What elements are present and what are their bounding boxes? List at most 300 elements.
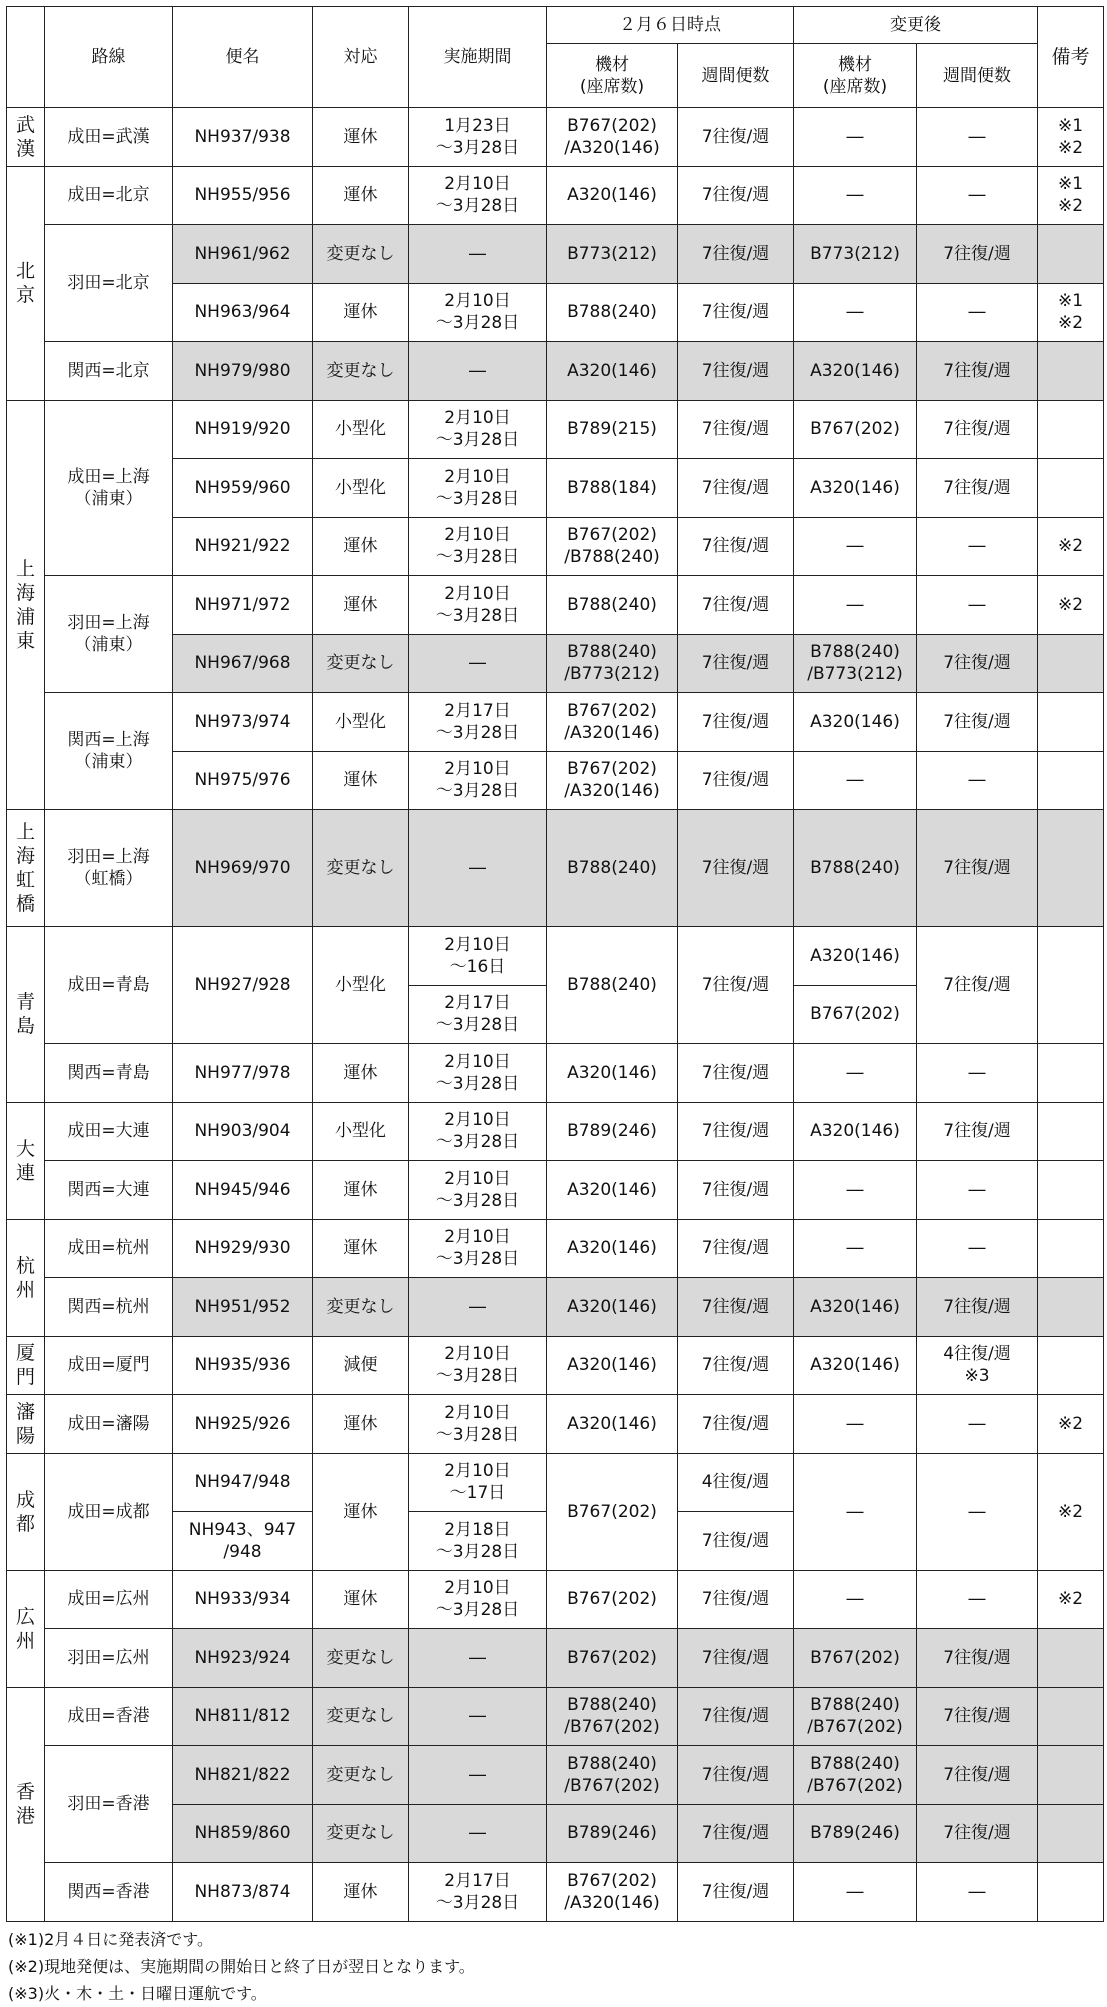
header-flight: 便名 xyxy=(173,7,313,108)
aircraft-before-cell: A320(146) xyxy=(547,1278,678,1337)
weekly-before-cell: 7往復/週 xyxy=(678,283,794,342)
flight-schedule-table xyxy=(6,6,1104,1922)
weekly-after-cell: ― xyxy=(917,1395,1038,1454)
flight-cell: NH943、947 /948 xyxy=(173,1512,313,1571)
remarks-cell xyxy=(1038,1687,1104,1746)
aircraft-after-cell: ― xyxy=(794,1395,917,1454)
route-cell: 成田=香港 xyxy=(45,1687,173,1746)
aircraft-after-cell: B767(202) xyxy=(794,400,917,459)
remarks-cell xyxy=(1038,693,1104,752)
period-cell: ― xyxy=(409,1804,547,1863)
action-cell: 減便 xyxy=(313,1336,409,1395)
route-cell: 成田=北京 xyxy=(45,166,173,225)
flight-cell: NH921/922 xyxy=(173,517,313,576)
action-cell: 運休 xyxy=(313,283,409,342)
weekly-after-cell: 7往復/週 xyxy=(917,1629,1038,1688)
weekly-after-cell: ― xyxy=(917,1044,1038,1103)
weekly-after-cell: ― xyxy=(917,1453,1038,1570)
weekly-before-cell: 7往復/週 xyxy=(678,1629,794,1688)
aircraft-after-cell: B788(240) xyxy=(794,810,917,927)
aircraft-before-cell: B767(202) /A320(146) xyxy=(547,751,678,810)
aircraft-after-cell: ― xyxy=(794,108,917,167)
aircraft-before-cell: A320(146) xyxy=(547,166,678,225)
aircraft-after-cell: A320(146) xyxy=(794,693,917,752)
action-cell: 変更なし xyxy=(313,1629,409,1688)
aircraft-before-cell: B767(202) /A320(146) xyxy=(547,693,678,752)
aircraft-after-cell: ― xyxy=(794,1219,917,1278)
city-cell: 上海浦東 xyxy=(7,400,45,810)
remarks-cell xyxy=(1038,1629,1104,1688)
action-cell: 小型化 xyxy=(313,459,409,518)
remarks-cell xyxy=(1038,927,1104,1044)
period-cell: 2月10日 ～3月28日 xyxy=(409,283,547,342)
header-route: 路線 xyxy=(45,7,173,108)
weekly-after-cell: ― xyxy=(917,1161,1038,1220)
weekly-after-cell: ― xyxy=(917,166,1038,225)
weekly-after-cell: 7往復/週 xyxy=(917,1804,1038,1863)
aircraft-before-cell: B767(202) xyxy=(547,1453,678,1570)
route-cell: 関西=杭州 xyxy=(45,1278,173,1337)
flight-cell: NH973/974 xyxy=(173,693,313,752)
action-cell: 運休 xyxy=(313,576,409,635)
remarks-cell: ※1 ※2 xyxy=(1038,283,1104,342)
aircraft-before-cell: B788(240) xyxy=(547,283,678,342)
period-cell: ― xyxy=(409,1746,547,1805)
remarks-cell: ※1 ※2 xyxy=(1038,108,1104,167)
route-cell: 成田=瀋陽 xyxy=(45,1395,173,1454)
flight-cell: NH961/962 xyxy=(173,225,313,284)
action-cell: 運休 xyxy=(313,1570,409,1629)
table-row xyxy=(7,342,1104,401)
weekly-after-cell: ― xyxy=(917,751,1038,810)
aircraft-before-cell: B767(202) /A320(146) xyxy=(547,108,678,167)
footnote-1: (※1)2月４日に発表済です。 xyxy=(8,1929,213,1949)
period-cell: 2月10日 ～3月28日 xyxy=(409,1395,547,1454)
action-cell: 変更なし xyxy=(313,810,409,927)
weekly-before-cell: 7往復/週 xyxy=(678,1219,794,1278)
weekly-before-cell: 7往復/週 xyxy=(678,1512,794,1571)
city-cell: 大連 xyxy=(7,1102,45,1219)
weekly-before-cell: 7往復/週 xyxy=(678,1746,794,1805)
aircraft-before-cell: B767(202) xyxy=(547,1629,678,1688)
weekly-after-cell: ― xyxy=(917,1570,1038,1629)
aircraft-after-cell: ― xyxy=(794,576,917,635)
action-cell: 変更なし xyxy=(313,1746,409,1805)
city-cell: 広州 xyxy=(7,1570,45,1687)
action-cell: 小型化 xyxy=(313,400,409,459)
aircraft-before-cell: B788(240) /B767(202) xyxy=(547,1746,678,1805)
header-weekly-after: 週間便数 xyxy=(917,44,1038,108)
action-cell: 運休 xyxy=(313,1863,409,1922)
route-cell: 関西=香港 xyxy=(45,1863,173,1922)
city-cell: 成都 xyxy=(7,1453,45,1570)
flight-cell: NH963/964 xyxy=(173,283,313,342)
action-cell: 運休 xyxy=(313,1161,409,1220)
table-row xyxy=(7,1161,1104,1220)
weekly-before-cell: 4往復/週 xyxy=(678,1453,794,1512)
header-remarks: 備考 xyxy=(1038,7,1104,108)
route-cell: 成田=上海 （浦東） xyxy=(45,400,173,576)
action-cell: 小型化 xyxy=(313,1102,409,1161)
city-cell: 厦門 xyxy=(7,1336,45,1395)
weekly-after-cell: ― xyxy=(917,576,1038,635)
remarks-cell xyxy=(1038,751,1104,810)
weekly-after-cell: 4往復/週 ※3 xyxy=(917,1336,1038,1395)
aircraft-after-cell: ― xyxy=(794,166,917,225)
table-row xyxy=(7,1102,1104,1161)
weekly-before-cell: 7往復/週 xyxy=(678,1687,794,1746)
table-row xyxy=(7,1629,1104,1688)
header-aircraft-before: 機材 (座席数) xyxy=(547,44,678,108)
city-cell: 香港 xyxy=(7,1687,45,1921)
weekly-before-cell: 7往復/週 xyxy=(678,342,794,401)
weekly-after-cell: 7往復/週 xyxy=(917,810,1038,927)
remarks-cell: ※1 ※2 xyxy=(1038,166,1104,225)
route-cell: 成田=厦門 xyxy=(45,1336,173,1395)
period-cell: ― xyxy=(409,810,547,927)
table-row xyxy=(7,1863,1104,1922)
weekly-before-cell: 7往復/週 xyxy=(678,927,794,1044)
period-cell: 2月10日 ～3月28日 xyxy=(409,400,547,459)
weekly-before-cell: 7往復/週 xyxy=(678,1161,794,1220)
weekly-after-cell: 7往復/週 xyxy=(917,1746,1038,1805)
remarks-cell xyxy=(1038,1336,1104,1395)
weekly-after-cell: ― xyxy=(917,1219,1038,1278)
period-cell: 2月10日 ～3月28日 xyxy=(409,1219,547,1278)
action-cell: 変更なし xyxy=(313,225,409,284)
route-cell: 成田=広州 xyxy=(45,1570,173,1629)
aircraft-after-cell: B788(240) /B767(202) xyxy=(794,1746,917,1805)
flight-cell: NH959/960 xyxy=(173,459,313,518)
aircraft-before-cell: B788(240) /B773(212) xyxy=(547,634,678,693)
weekly-before-cell: 7往復/週 xyxy=(678,1102,794,1161)
table-row xyxy=(7,1336,1104,1395)
weekly-after-cell: ― xyxy=(917,1863,1038,1922)
aircraft-before-cell: B788(240) xyxy=(547,810,678,927)
action-cell: 運休 xyxy=(313,1453,409,1570)
route-cell: 関西=北京 xyxy=(45,342,173,401)
route-cell: 成田=杭州 xyxy=(45,1219,173,1278)
period-cell: ― xyxy=(409,634,547,693)
aircraft-after-cell: A320(146) xyxy=(794,459,917,518)
route-cell: 関西=上海 （浦東） xyxy=(45,693,173,810)
remarks-cell xyxy=(1038,1278,1104,1337)
period-cell: 2月17日 ～3月28日 xyxy=(409,693,547,752)
weekly-before-cell: 7往復/週 xyxy=(678,1278,794,1337)
footnote-3: (※3)火・木・土・日曜日運航です。 xyxy=(8,1983,267,2003)
aircraft-before-cell: B767(202) /A320(146) xyxy=(547,1863,678,1922)
aircraft-after-cell: ― xyxy=(794,283,917,342)
period-cell: 2月10日 ～3月28日 xyxy=(409,166,547,225)
table-row xyxy=(7,1044,1104,1103)
aircraft-before-cell: B773(212) xyxy=(547,225,678,284)
aircraft-before-cell: B788(240) xyxy=(547,927,678,1044)
period-cell: 2月10日 ～3月28日 xyxy=(409,1102,547,1161)
header-action: 対応 xyxy=(313,7,409,108)
aircraft-after-cell: A320(146) xyxy=(794,342,917,401)
remarks-cell: ※2 xyxy=(1038,1570,1104,1629)
aircraft-after-cell: ― xyxy=(794,1161,917,1220)
table-row xyxy=(7,400,1104,459)
city-cell: 杭州 xyxy=(7,1219,45,1336)
flight-cell: NH873/874 xyxy=(173,1863,313,1922)
table-row xyxy=(7,1453,1104,1512)
weekly-before-cell: 7往復/週 xyxy=(678,1804,794,1863)
weekly-after-cell: ― xyxy=(917,108,1038,167)
period-cell: 2月10日 ～3月28日 xyxy=(409,1044,547,1103)
remarks-cell xyxy=(1038,400,1104,459)
city-cell: 上海虹橋 xyxy=(7,810,45,927)
action-cell: 運休 xyxy=(313,517,409,576)
schedule-document xyxy=(6,6,1103,2007)
flight-cell: NH821/822 xyxy=(173,1746,313,1805)
flight-cell: NH859/860 xyxy=(173,1804,313,1863)
flight-cell: NH933/934 xyxy=(173,1570,313,1629)
header-as-of: ２月６日時点 xyxy=(547,7,794,44)
action-cell: 変更なし xyxy=(313,1278,409,1337)
table-row xyxy=(7,1395,1104,1454)
action-cell: 運休 xyxy=(313,108,409,167)
aircraft-after-cell: B788(240) /B773(212) xyxy=(794,634,917,693)
remarks-cell xyxy=(1038,634,1104,693)
route-cell: 羽田=上海 （虹橋） xyxy=(45,810,173,927)
route-cell: 成田=大連 xyxy=(45,1102,173,1161)
flight-cell: NH951/952 xyxy=(173,1278,313,1337)
remarks-cell xyxy=(1038,1102,1104,1161)
route-cell: 関西=大連 xyxy=(45,1161,173,1220)
route-cell: 羽田=広州 xyxy=(45,1629,173,1688)
action-cell: 運休 xyxy=(313,1219,409,1278)
weekly-after-cell: 7往復/週 xyxy=(917,693,1038,752)
remarks-cell xyxy=(1038,459,1104,518)
aircraft-after-cell: A320(146) xyxy=(794,1278,917,1337)
weekly-before-cell: 7往復/週 xyxy=(678,517,794,576)
period-cell: ― xyxy=(409,1687,547,1746)
city-cell: 瀋陽 xyxy=(7,1395,45,1454)
table-row xyxy=(7,927,1104,986)
flight-cell: NH975/976 xyxy=(173,751,313,810)
period-cell: 2月10日 ～3月28日 xyxy=(409,459,547,518)
city-cell: 武漢 xyxy=(7,108,45,167)
weekly-before-cell: 7往復/週 xyxy=(678,1336,794,1395)
aircraft-after-cell: B789(246) xyxy=(794,1804,917,1863)
weekly-before-cell: 7往復/週 xyxy=(678,634,794,693)
weekly-before-cell: 7往復/週 xyxy=(678,576,794,635)
route-cell: 関西=青島 xyxy=(45,1044,173,1103)
remarks-cell xyxy=(1038,1219,1104,1278)
route-cell: 成田=成都 xyxy=(45,1453,173,1570)
weekly-before-cell: 7往復/週 xyxy=(678,1570,794,1629)
aircraft-before-cell: B789(246) xyxy=(547,1102,678,1161)
table-row xyxy=(7,810,1104,927)
weekly-before-cell: 7往復/週 xyxy=(678,751,794,810)
table-row xyxy=(7,1687,1104,1746)
period-cell: 2月17日 ～3月28日 xyxy=(409,985,547,1044)
remarks-cell xyxy=(1038,1804,1104,1863)
table-row xyxy=(7,1219,1104,1278)
flight-cell: NH971/972 xyxy=(173,576,313,635)
weekly-after-cell: 7往復/週 xyxy=(917,400,1038,459)
period-cell: ― xyxy=(409,225,547,284)
route-cell: 羽田=北京 xyxy=(45,225,173,342)
period-cell: 2月10日 ～3月28日 xyxy=(409,1336,547,1395)
aircraft-before-cell: B788(240) xyxy=(547,576,678,635)
period-cell: 2月10日 ～3月28日 xyxy=(409,1161,547,1220)
weekly-before-cell: 7往復/週 xyxy=(678,1863,794,1922)
period-cell: 2月10日 ～3月28日 xyxy=(409,517,547,576)
flight-cell: NH979/980 xyxy=(173,342,313,401)
period-cell: ― xyxy=(409,1278,547,1337)
flight-cell: NH945/946 xyxy=(173,1161,313,1220)
period-cell: 1月23日 ～3月28日 xyxy=(409,108,547,167)
weekly-after-cell: ― xyxy=(917,283,1038,342)
weekly-after-cell: 7往復/週 xyxy=(917,459,1038,518)
flight-cell: NH967/968 xyxy=(173,634,313,693)
flight-cell: NH903/904 xyxy=(173,1102,313,1161)
aircraft-after-cell: ― xyxy=(794,517,917,576)
aircraft-before-cell: B788(184) xyxy=(547,459,678,518)
aircraft-after-cell: A320(146) xyxy=(794,927,917,986)
weekly-after-cell: 7往復/週 xyxy=(917,1102,1038,1161)
aircraft-after-cell: ― xyxy=(794,751,917,810)
action-cell: 小型化 xyxy=(313,693,409,752)
aircraft-before-cell: B788(240) /B767(202) xyxy=(547,1687,678,1746)
period-cell: 2月18日 ～3月28日 xyxy=(409,1512,547,1571)
aircraft-after-cell: B773(212) xyxy=(794,225,917,284)
header-row-1 xyxy=(7,7,1104,44)
period-cell: 2月10日 ～3月28日 xyxy=(409,1570,547,1629)
city-cell: 青島 xyxy=(7,927,45,1103)
period-cell: 2月10日 ～16日 xyxy=(409,927,547,986)
period-cell: 2月10日 ～3月28日 xyxy=(409,576,547,635)
period-cell: ― xyxy=(409,1629,547,1688)
weekly-before-cell: 7往復/週 xyxy=(678,400,794,459)
flight-cell: NH935/936 xyxy=(173,1336,313,1395)
remarks-cell: ※2 xyxy=(1038,576,1104,635)
table-row xyxy=(7,576,1104,635)
header-period: 実施期間 xyxy=(409,7,547,108)
header-city xyxy=(7,7,45,108)
period-cell: 2月10日 ～3月28日 xyxy=(409,751,547,810)
flight-cell: NH811/812 xyxy=(173,1687,313,1746)
city-cell: 北京 xyxy=(7,166,45,400)
aircraft-after-cell: B767(202) xyxy=(794,1629,917,1688)
weekly-after-cell: ― xyxy=(917,517,1038,576)
weekly-before-cell: 7往復/週 xyxy=(678,108,794,167)
route-cell: 成田=武漢 xyxy=(45,108,173,167)
flight-cell: NH927/928 xyxy=(173,927,313,1044)
remarks-cell xyxy=(1038,810,1104,927)
table-row xyxy=(7,1570,1104,1629)
aircraft-before-cell: A320(146) xyxy=(547,342,678,401)
aircraft-after-cell: ― xyxy=(794,1863,917,1922)
action-cell: 運休 xyxy=(313,166,409,225)
weekly-after-cell: 7往復/週 xyxy=(917,1278,1038,1337)
aircraft-before-cell: B789(215) xyxy=(547,400,678,459)
action-cell: 変更なし xyxy=(313,634,409,693)
aircraft-after-cell: A320(146) xyxy=(794,1102,917,1161)
flight-cell: NH919/920 xyxy=(173,400,313,459)
action-cell: 変更なし xyxy=(313,1687,409,1746)
remarks-cell xyxy=(1038,1746,1104,1805)
aircraft-before-cell: A320(146) xyxy=(547,1161,678,1220)
route-cell: 羽田=上海 （浦東） xyxy=(45,576,173,693)
aircraft-after-cell: ― xyxy=(794,1453,917,1570)
route-cell: 成田=青島 xyxy=(45,927,173,1044)
aircraft-before-cell: A320(146) xyxy=(547,1044,678,1103)
weekly-before-cell: 7往復/週 xyxy=(678,459,794,518)
remarks-cell: ※2 xyxy=(1038,517,1104,576)
action-cell: 変更なし xyxy=(313,342,409,401)
remarks-cell xyxy=(1038,1044,1104,1103)
route-cell: 羽田=香港 xyxy=(45,1746,173,1863)
flight-cell: NH955/956 xyxy=(173,166,313,225)
aircraft-before-cell: A320(146) xyxy=(547,1219,678,1278)
period-cell: 2月17日 ～3月28日 xyxy=(409,1863,547,1922)
flight-cell: NH977/978 xyxy=(173,1044,313,1103)
action-cell: 変更なし xyxy=(313,1804,409,1863)
period-cell: 2月10日 ～17日 xyxy=(409,1453,547,1512)
table-row xyxy=(7,225,1104,284)
flight-cell: NH937/938 xyxy=(173,108,313,167)
remarks-cell xyxy=(1038,1161,1104,1220)
remarks-cell: ※2 xyxy=(1038,1453,1104,1570)
weekly-after-cell: 7往復/週 xyxy=(917,225,1038,284)
flight-cell: NH925/926 xyxy=(173,1395,313,1454)
aircraft-after-cell: B788(240) /B767(202) xyxy=(794,1687,917,1746)
aircraft-before-cell: B767(202) xyxy=(547,1570,678,1629)
weekly-after-cell: 7往復/週 xyxy=(917,342,1038,401)
table-row xyxy=(7,1746,1104,1805)
weekly-before-cell: 7往復/週 xyxy=(678,1044,794,1103)
aircraft-after-cell: B767(202) xyxy=(794,985,917,1044)
action-cell: 小型化 xyxy=(313,927,409,1044)
weekly-before-cell: 7往復/週 xyxy=(678,1395,794,1454)
action-cell: 運休 xyxy=(313,1395,409,1454)
aircraft-after-cell: ― xyxy=(794,1044,917,1103)
table-row xyxy=(7,693,1104,752)
aircraft-after-cell: A320(146) xyxy=(794,1336,917,1395)
table-row xyxy=(7,1278,1104,1337)
aircraft-before-cell: A320(146) xyxy=(547,1395,678,1454)
aircraft-after-cell: ― xyxy=(794,1570,917,1629)
aircraft-before-cell: A320(146) xyxy=(547,1336,678,1395)
weekly-after-cell: 7往復/週 xyxy=(917,1687,1038,1746)
header-aircraft-after: 機材 (座席数) xyxy=(794,44,917,108)
remarks-cell xyxy=(1038,1863,1104,1922)
weekly-before-cell: 7往復/週 xyxy=(678,225,794,284)
header-weekly-before: 週間便数 xyxy=(678,44,794,108)
flight-cell: NH923/924 xyxy=(173,1629,313,1688)
remarks-cell xyxy=(1038,342,1104,401)
aircraft-before-cell: B789(246) xyxy=(547,1804,678,1863)
header-after: 変更後 xyxy=(794,7,1038,44)
table-row xyxy=(7,108,1104,167)
weekly-before-cell: 7往復/週 xyxy=(678,810,794,927)
weekly-before-cell: 7往復/週 xyxy=(678,693,794,752)
weekly-after-cell: 7往復/週 xyxy=(917,634,1038,693)
remarks-cell xyxy=(1038,225,1104,284)
table-row xyxy=(7,166,1104,225)
action-cell: 運休 xyxy=(313,751,409,810)
flight-cell: NH969/970 xyxy=(173,810,313,927)
weekly-after-cell: 7往復/週 xyxy=(917,927,1038,1044)
flight-cell: NH929/930 xyxy=(173,1219,313,1278)
footnotes xyxy=(6,1926,1103,2007)
remarks-cell: ※2 xyxy=(1038,1395,1104,1454)
footnote-2: (※2)現地発便は、実施期間の開始日と終了日が翌日となります。 xyxy=(8,1956,475,1976)
period-cell: ― xyxy=(409,342,547,401)
